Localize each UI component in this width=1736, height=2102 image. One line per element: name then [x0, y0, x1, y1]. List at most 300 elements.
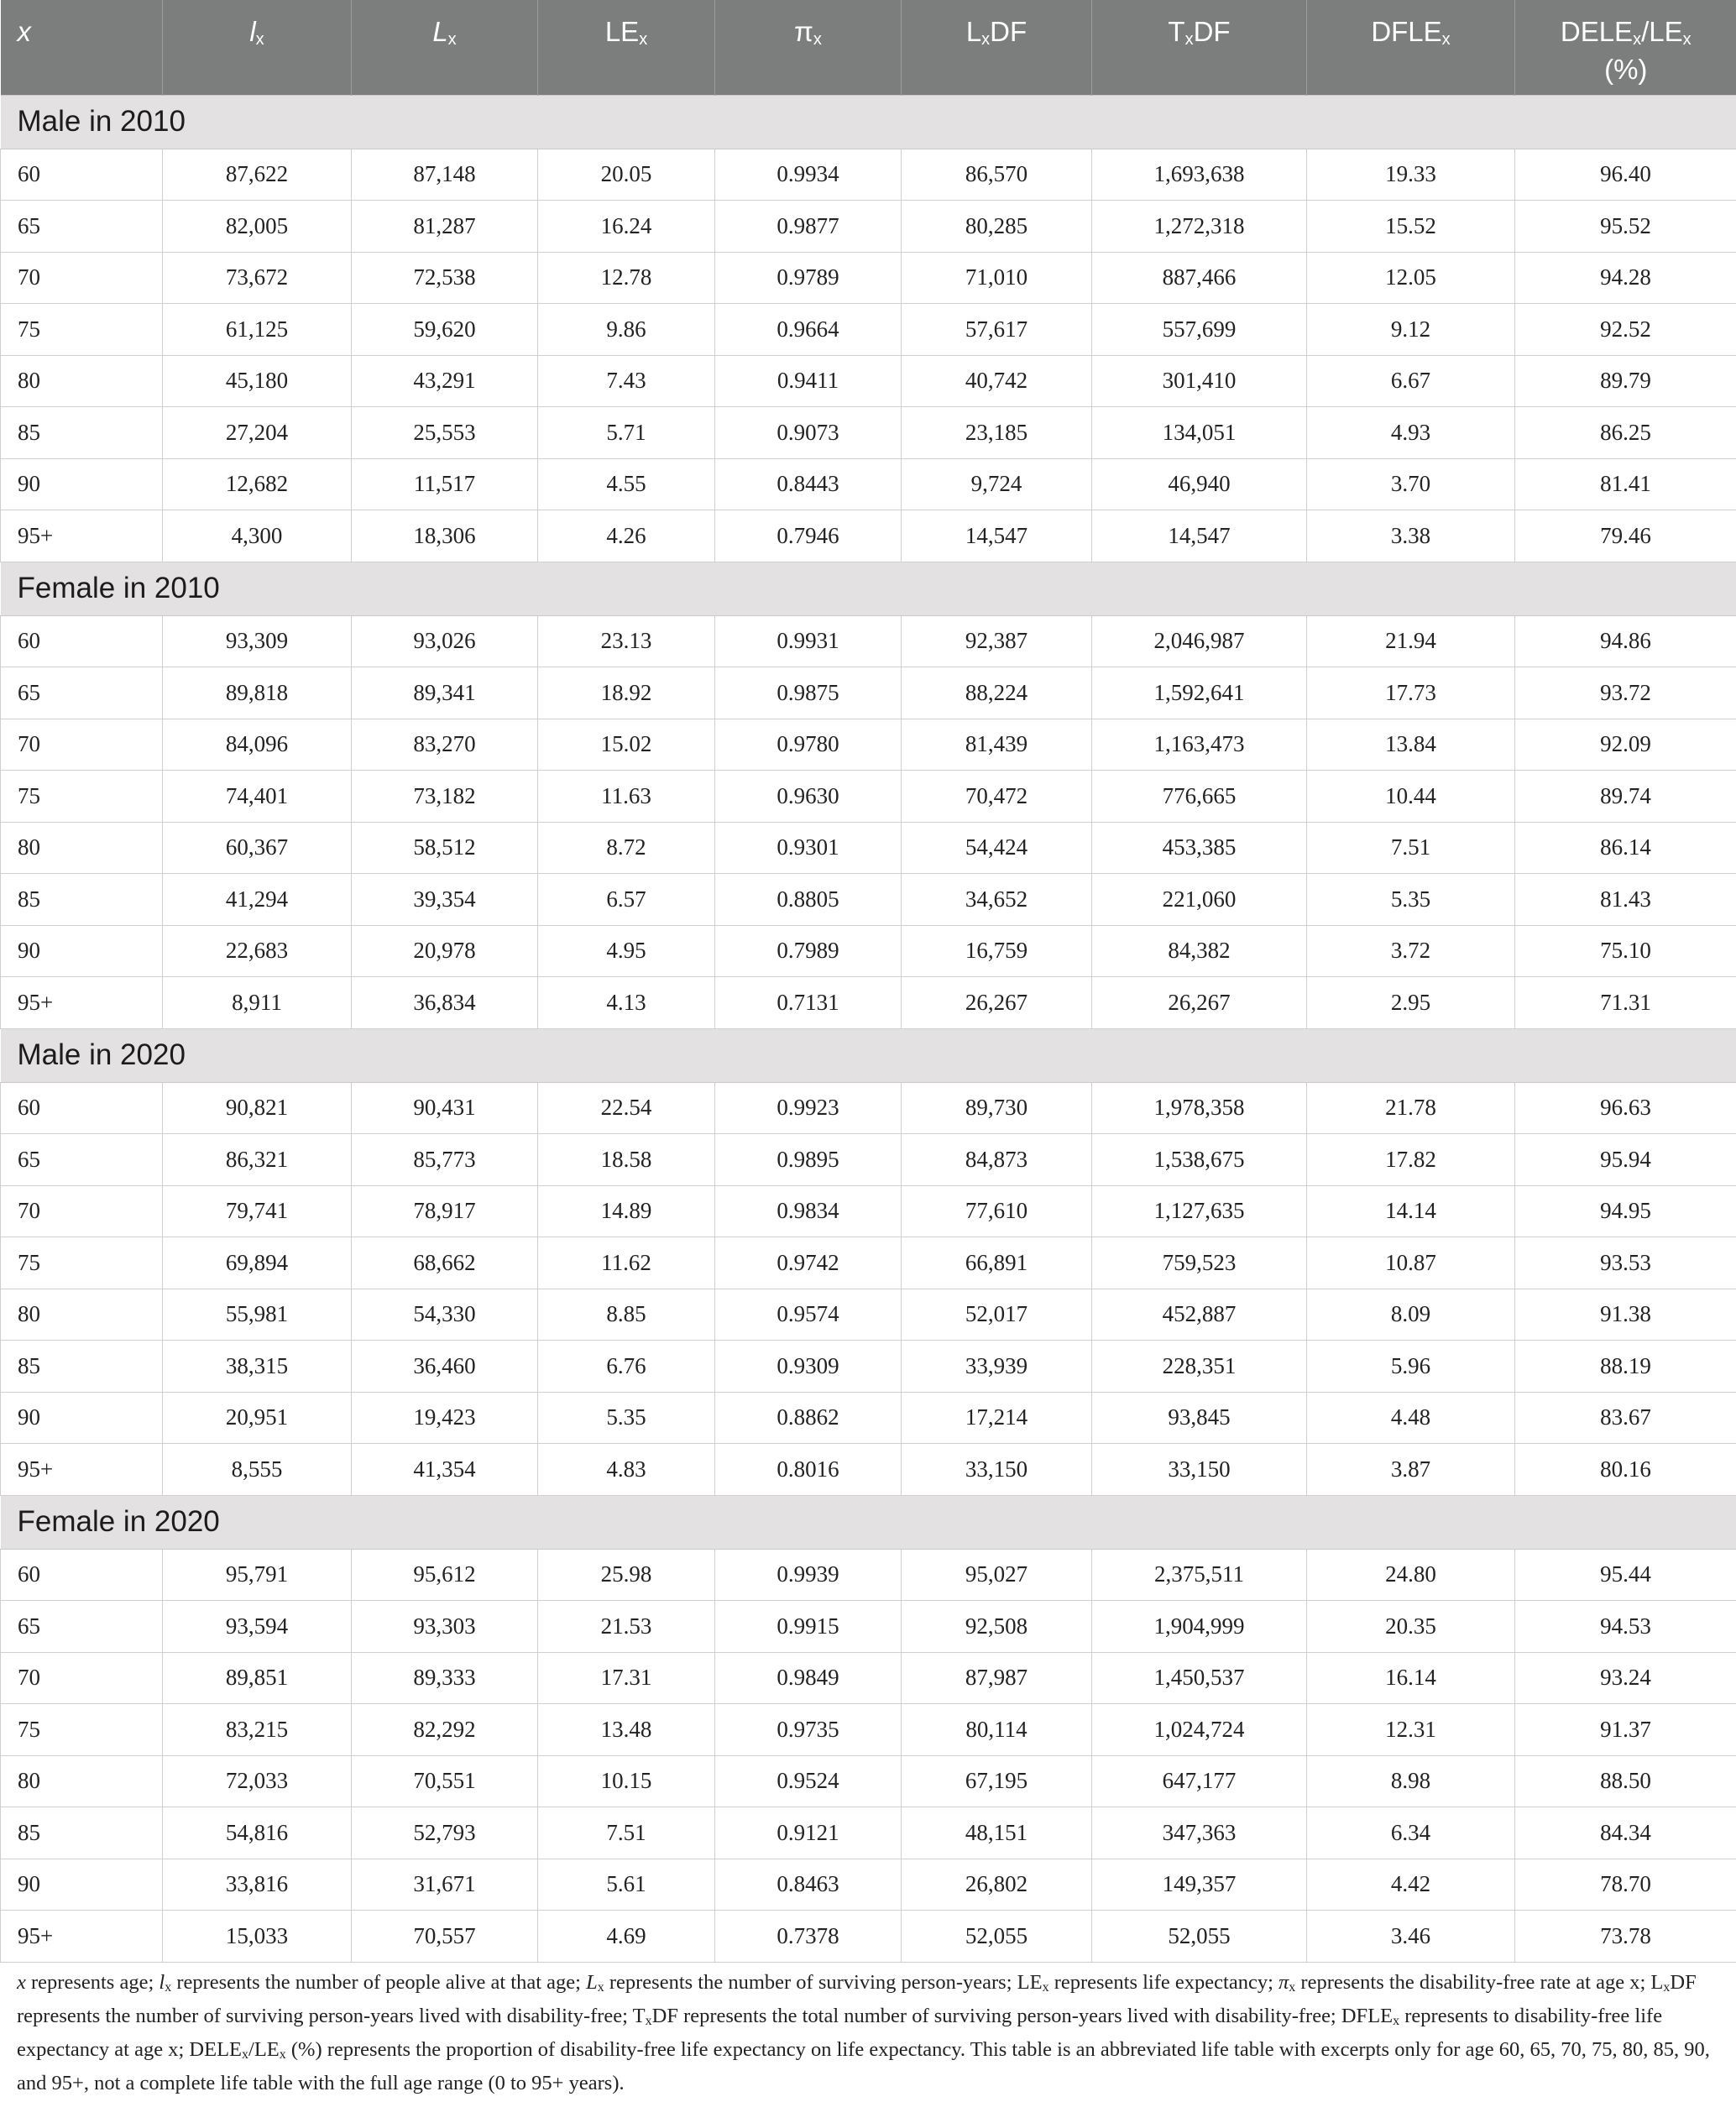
- footnote-subscript: x: [1393, 2014, 1400, 2028]
- section-header-row: [1, 562, 1736, 615]
- table-row: [1, 1289, 1736, 1341]
- table-row: [1, 1755, 1736, 1807]
- table-cell: 93,026: [352, 615, 538, 667]
- column-header-base: π: [794, 16, 813, 47]
- table-cell: 57,617: [902, 304, 1092, 356]
- table-cell: 27,204: [163, 407, 352, 459]
- table-row: [1, 925, 1736, 977]
- table-cell: 86,321: [163, 1134, 352, 1186]
- table-cell: 87,148: [352, 149, 538, 201]
- table-cell: 59,620: [352, 304, 538, 356]
- table-cell: 48,151: [902, 1807, 1092, 1859]
- table-row: [1, 1807, 1736, 1859]
- table-cell: 26,267: [1092, 977, 1307, 1029]
- table-cell: 66,891: [902, 1237, 1092, 1289]
- table-cell: 93.24: [1515, 1652, 1736, 1704]
- table-cell: 1,450,537: [1092, 1652, 1307, 1704]
- footnote-subscript: x: [279, 2047, 286, 2062]
- table-cell: 21.53: [538, 1601, 715, 1653]
- table-cell: 4,300: [163, 510, 352, 562]
- footnote-text: DF represents the total number of surviving person-years lived with disability-free; DFLE: [651, 2005, 1394, 2027]
- table-cell: 80: [1, 355, 163, 407]
- table-cell: 6.76: [538, 1341, 715, 1393]
- table-row: [1, 1082, 1736, 1134]
- section-header-row: [1, 1028, 1736, 1082]
- table-cell: 94.86: [1515, 615, 1736, 667]
- column-header-subscript: x: [1441, 30, 1451, 49]
- table-cell: 347,363: [1092, 1807, 1307, 1859]
- table-cell: 887,466: [1092, 252, 1307, 304]
- column-header: [352, 0, 538, 95]
- table-cell: 26,802: [902, 1859, 1092, 1911]
- table-cell: 0.9923: [715, 1082, 902, 1134]
- column-header: [163, 0, 352, 95]
- table-cell: 6.34: [1307, 1807, 1515, 1859]
- table-cell: 93.72: [1515, 667, 1736, 719]
- table-cell: 94.95: [1515, 1185, 1736, 1237]
- table-cell: 92.52: [1515, 304, 1736, 356]
- table-cell: 20,951: [163, 1392, 352, 1444]
- table-cell: 0.9524: [715, 1755, 902, 1807]
- table-cell: 89,333: [352, 1652, 538, 1704]
- table-cell: 5.61: [538, 1859, 715, 1911]
- column-header-subscript: x: [813, 30, 822, 49]
- table-cell: 84,873: [902, 1134, 1092, 1186]
- table-cell: 36,460: [352, 1341, 538, 1393]
- table-cell: 93,303: [352, 1601, 538, 1653]
- column-header-base: x: [17, 16, 31, 47]
- table-cell: 2,375,511: [1092, 1549, 1307, 1601]
- table-footnote: [17, 1969, 1721, 2098]
- table-cell: 87,987: [902, 1652, 1092, 1704]
- table-cell: 8.09: [1307, 1289, 1515, 1341]
- table-cell: 0.9301: [715, 822, 902, 874]
- table-cell: 22.54: [538, 1082, 715, 1134]
- table-cell: 79.46: [1515, 510, 1736, 562]
- table-cell: 759,523: [1092, 1237, 1307, 1289]
- table-cell: 1,127,635: [1092, 1185, 1307, 1237]
- table-cell: 16.24: [538, 201, 715, 253]
- table-cell: 40,742: [902, 355, 1092, 407]
- table-cell: 69,894: [163, 1237, 352, 1289]
- table-cell: 87,622: [163, 149, 352, 201]
- table-cell: 0.7989: [715, 925, 902, 977]
- table-cell: 60,367: [163, 822, 352, 874]
- table-cell: 4.42: [1307, 1859, 1515, 1911]
- column-header: [715, 0, 902, 95]
- table-row: [1, 1704, 1736, 1756]
- table-cell: 80: [1, 1289, 163, 1341]
- table-cell: 647,177: [1092, 1755, 1307, 1807]
- table-cell: 24.80: [1307, 1549, 1515, 1601]
- table-row: [1, 1341, 1736, 1393]
- table-cell: 23,185: [902, 407, 1092, 459]
- table-cell: 89,851: [163, 1652, 352, 1704]
- table-cell: 80: [1, 1755, 163, 1807]
- table-cell: 4.48: [1307, 1392, 1515, 1444]
- table-cell: 11,517: [352, 458, 538, 510]
- table-cell: 75: [1, 304, 163, 356]
- table-cell: 0.9073: [715, 407, 902, 459]
- table-cell: 52,055: [902, 1911, 1092, 1963]
- table-cell: 17.31: [538, 1652, 715, 1704]
- table-cell: 70,551: [352, 1755, 538, 1807]
- table-row: [1, 458, 1736, 510]
- table-cell: 90: [1, 1859, 163, 1911]
- footnote-subscript: x: [1042, 1980, 1049, 1995]
- table-cell: 72,538: [352, 252, 538, 304]
- table-cell: 72,033: [163, 1755, 352, 1807]
- table-cell: 12,682: [163, 458, 352, 510]
- table-cell: 12.78: [538, 252, 715, 304]
- table-cell: 71.31: [1515, 977, 1736, 1029]
- table-cell: 89,818: [163, 667, 352, 719]
- table-row: [1, 1549, 1736, 1601]
- table-cell: 10.44: [1307, 771, 1515, 823]
- footnote-text: l: [159, 1971, 165, 1994]
- table-cell: 81.43: [1515, 874, 1736, 926]
- table-row: [1, 1652, 1736, 1704]
- footnote-text: represents the number of people alive at that age;: [171, 1971, 587, 1994]
- table-cell: 11.62: [538, 1237, 715, 1289]
- footnote-subscript: x: [645, 2014, 652, 2028]
- table-cell: 0.7946: [715, 510, 902, 562]
- table-cell: 0.9877: [715, 201, 902, 253]
- column-header: [538, 0, 715, 95]
- table-cell: 17,214: [902, 1392, 1092, 1444]
- column-header: [1092, 0, 1307, 95]
- table-cell: 89.79: [1515, 355, 1736, 407]
- table-cell: 84.34: [1515, 1807, 1736, 1859]
- table-cell: 41,294: [163, 874, 352, 926]
- table-cell: 26,267: [902, 977, 1092, 1029]
- table-cell: 4.55: [538, 458, 715, 510]
- table-cell: 96.63: [1515, 1082, 1736, 1134]
- table-cell: 7.51: [1307, 822, 1515, 874]
- table-row: [1, 252, 1736, 304]
- table-cell: 52,017: [902, 1289, 1092, 1341]
- table-cell: 0.9742: [715, 1237, 902, 1289]
- table-cell: 82,005: [163, 201, 352, 253]
- table-cell: 68,662: [352, 1237, 538, 1289]
- table-cell: 90,821: [163, 1082, 352, 1134]
- table-cell: 52,793: [352, 1807, 538, 1859]
- table-header: [1, 0, 1736, 95]
- table-body: [1, 95, 1736, 1962]
- table-cell: 0.9780: [715, 719, 902, 771]
- table-cell: 20,978: [352, 925, 538, 977]
- table-cell: 74,401: [163, 771, 352, 823]
- header-row: [1, 0, 1736, 95]
- table-cell: 95+: [1, 510, 163, 562]
- table-cell: 52,055: [1092, 1911, 1307, 1963]
- table-cell: 11.63: [538, 771, 715, 823]
- table-cell: 0.9574: [715, 1289, 902, 1341]
- table-cell: 95+: [1, 1444, 163, 1496]
- table-row: [1, 977, 1736, 1029]
- table-cell: 65: [1, 667, 163, 719]
- table-cell: 75: [1, 1704, 163, 1756]
- table-cell: 0.9735: [715, 1704, 902, 1756]
- column-header-base: DFLE: [1371, 16, 1442, 47]
- table-cell: 33,816: [163, 1859, 352, 1911]
- footnote-text: DF represents the number of surviving person-years lived with disability-free; T: [17, 1971, 1697, 2027]
- table-cell: 17.82: [1307, 1134, 1515, 1186]
- table-cell: 70: [1, 1652, 163, 1704]
- table-cell: 86,570: [902, 149, 1092, 201]
- table-cell: 3.70: [1307, 458, 1515, 510]
- footnote-text: L: [586, 1971, 598, 1994]
- footnote-subscript: x: [597, 1980, 604, 1995]
- column-header-suffix: DF: [990, 16, 1027, 47]
- table-cell: 85: [1, 1341, 163, 1393]
- section-header-row: [1, 95, 1736, 149]
- column-header-subscript: x: [981, 30, 991, 49]
- table-cell: 8.72: [538, 822, 715, 874]
- section-title: Female in 2020: [1, 1495, 1736, 1549]
- table-cell: 5.71: [538, 407, 715, 459]
- column-header-subscript: x: [255, 30, 264, 49]
- table-cell: 90,431: [352, 1082, 538, 1134]
- table-cell: 0.7378: [715, 1911, 902, 1963]
- table-cell: 14,547: [1092, 510, 1307, 562]
- section-title: Male in 2010: [1, 95, 1736, 149]
- column-header: [1307, 0, 1515, 95]
- column-header: [1, 0, 163, 95]
- table-cell: 7.51: [538, 1807, 715, 1859]
- table-cell: 91.38: [1515, 1289, 1736, 1341]
- column-header: [1515, 0, 1736, 95]
- table-cell: 1,693,638: [1092, 149, 1307, 201]
- table-row: [1, 719, 1736, 771]
- table-cell: 61,125: [163, 304, 352, 356]
- table-cell: 65: [1, 1134, 163, 1186]
- table-cell: 0.9939: [715, 1549, 902, 1601]
- table-cell: 15.02: [538, 719, 715, 771]
- table-cell: 13.48: [538, 1704, 715, 1756]
- table-cell: 0.7131: [715, 977, 902, 1029]
- column-header-base: DELE: [1560, 16, 1634, 47]
- table-cell: 1,538,675: [1092, 1134, 1307, 1186]
- column-header-base: LE: [604, 16, 640, 47]
- table-row: [1, 1859, 1736, 1911]
- table-cell: 88,224: [902, 667, 1092, 719]
- table-cell: 3.46: [1307, 1911, 1515, 1963]
- footnote-subscript: x: [1663, 1980, 1671, 1995]
- table-cell: 95.94: [1515, 1134, 1736, 1186]
- table-cell: 83.67: [1515, 1392, 1736, 1444]
- column-header-subscript: x: [1184, 30, 1194, 49]
- table-cell: 83,215: [163, 1704, 352, 1756]
- table-cell: 10.87: [1307, 1237, 1515, 1289]
- table-cell: 54,330: [352, 1289, 538, 1341]
- table-cell: 85,773: [352, 1134, 538, 1186]
- table-cell: 38,315: [163, 1341, 352, 1393]
- table-cell: 0.9934: [715, 149, 902, 201]
- table-cell: 96.40: [1515, 149, 1736, 201]
- table-cell: 20.35: [1307, 1601, 1515, 1653]
- table-cell: 0.9895: [715, 1134, 902, 1186]
- table-cell: 14.14: [1307, 1185, 1515, 1237]
- table-cell: 33,150: [1092, 1444, 1307, 1496]
- table-cell: 93,845: [1092, 1392, 1307, 1444]
- table-row: [1, 510, 1736, 562]
- section-header-row: [1, 1495, 1736, 1549]
- table-cell: 20.05: [538, 149, 715, 201]
- footnote-text: represents to disability-free life expectancy at age x; DELE: [17, 2005, 1663, 2061]
- table-cell: 91.37: [1515, 1704, 1736, 1756]
- table-cell: 54,424: [902, 822, 1092, 874]
- column-header-subscript: x: [1633, 30, 1642, 49]
- table-cell: 34,652: [902, 874, 1092, 926]
- table-cell: 9,724: [902, 458, 1092, 510]
- table-cell: 75.10: [1515, 925, 1736, 977]
- table-cell: 149,357: [1092, 1859, 1307, 1911]
- table-cell: 0.8443: [715, 458, 902, 510]
- column-header-base: L: [965, 16, 982, 47]
- table-cell: 86.14: [1515, 822, 1736, 874]
- table-cell: 8.85: [538, 1289, 715, 1341]
- table-cell: 85: [1, 1807, 163, 1859]
- table-cell: 9.12: [1307, 304, 1515, 356]
- table-cell: 22,683: [163, 925, 352, 977]
- table-row: [1, 407, 1736, 459]
- table-cell: 70: [1, 1185, 163, 1237]
- table-cell: 6.67: [1307, 355, 1515, 407]
- table-cell: 18.92: [538, 667, 715, 719]
- table-cell: 85: [1, 407, 163, 459]
- table-cell: 89,341: [352, 667, 538, 719]
- table-cell: 90: [1, 458, 163, 510]
- column-header-base: l: [249, 16, 256, 47]
- table-cell: 93,309: [163, 615, 352, 667]
- table-cell: 70,472: [902, 771, 1092, 823]
- table-cell: 18.58: [538, 1134, 715, 1186]
- table-cell: 79,741: [163, 1185, 352, 1237]
- table-cell: 65: [1, 201, 163, 253]
- table-cell: 45,180: [163, 355, 352, 407]
- table-cell: 776,665: [1092, 771, 1307, 823]
- table-cell: 134,051: [1092, 407, 1307, 459]
- footnote-text: represents age;: [25, 1971, 159, 1994]
- column-header-subscript: x: [1682, 30, 1692, 49]
- column-header-subscript: x: [639, 30, 648, 49]
- table-cell: 89.74: [1515, 771, 1736, 823]
- table-cell: 1,592,641: [1092, 667, 1307, 719]
- table-cell: 8.98: [1307, 1755, 1515, 1807]
- table-cell: 33,150: [902, 1444, 1092, 1496]
- table-cell: 7.43: [538, 355, 715, 407]
- table-cell: 0.8016: [715, 1444, 902, 1496]
- table-cell: 5.35: [538, 1392, 715, 1444]
- table-row: [1, 822, 1736, 874]
- table-cell: 80: [1, 822, 163, 874]
- table-cell: 95,791: [163, 1549, 352, 1601]
- table-cell: 93,594: [163, 1601, 352, 1653]
- table-row: [1, 355, 1736, 407]
- table-cell: 14.89: [538, 1185, 715, 1237]
- table-cell: 60: [1, 615, 163, 667]
- table-cell: 0.9931: [715, 615, 902, 667]
- table-cell: 0.9121: [715, 1807, 902, 1859]
- table-cell: 70,557: [352, 1911, 538, 1963]
- table-cell: 8,555: [163, 1444, 352, 1496]
- column-header: [902, 0, 1092, 95]
- table-cell: 9.86: [538, 304, 715, 356]
- table-cell: 55,981: [163, 1289, 352, 1341]
- table-cell: 4.95: [538, 925, 715, 977]
- table-cell: 95,612: [352, 1549, 538, 1601]
- table-cell: 16.14: [1307, 1652, 1515, 1704]
- table-cell: 85: [1, 874, 163, 926]
- table-cell: 73.78: [1515, 1911, 1736, 1963]
- table-cell: 54,816: [163, 1807, 352, 1859]
- table-cell: 31,671: [352, 1859, 538, 1911]
- table-cell: 84,382: [1092, 925, 1307, 977]
- footnote-text: x: [17, 1971, 26, 1994]
- section-title: Female in 2010: [1, 562, 1736, 615]
- table-cell: 8,911: [163, 977, 352, 1029]
- table-cell: 221,060: [1092, 874, 1307, 926]
- table-cell: 228,351: [1092, 1341, 1307, 1393]
- table-cell: 0.9915: [715, 1601, 902, 1653]
- table-cell: 90: [1, 1392, 163, 1444]
- table-cell: 6.57: [538, 874, 715, 926]
- column-header-subscript: x: [447, 30, 457, 49]
- table-cell: 2.95: [1307, 977, 1515, 1029]
- table-cell: 41,354: [352, 1444, 538, 1496]
- table-cell: 452,887: [1092, 1289, 1307, 1341]
- table-cell: 84,096: [163, 719, 352, 771]
- table-cell: 301,410: [1092, 355, 1307, 407]
- column-header-base: T: [1168, 16, 1185, 47]
- table-cell: 83,270: [352, 719, 538, 771]
- footnote-text: represents the disability-free rate at age x; L: [1295, 1971, 1664, 1994]
- table-cell: 65: [1, 1601, 163, 1653]
- table-cell: 89,730: [902, 1082, 1092, 1134]
- table-cell: 13.84: [1307, 719, 1515, 771]
- table-cell: 43,291: [352, 355, 538, 407]
- footnote-text: (%) represents the proportion of disability-free life expectancy on life expectancy. This table is an abbreviated life table with excerpts only for age 60, 65, 70, 75, 80, 85, 90, and 95+, not a complete life table with the full age range (0 to 95+ years).: [17, 2038, 1710, 2094]
- table-cell: 73,672: [163, 252, 352, 304]
- table-cell: 16,759: [902, 925, 1092, 977]
- table-cell: 10.15: [538, 1755, 715, 1807]
- table-cell: 58,512: [352, 822, 538, 874]
- table-cell: 60: [1, 1082, 163, 1134]
- table-cell: 19,423: [352, 1392, 538, 1444]
- table-cell: 93.53: [1515, 1237, 1736, 1289]
- table-cell: 0.9630: [715, 771, 902, 823]
- table-cell: 33,939: [902, 1341, 1092, 1393]
- table-cell: 23.13: [538, 615, 715, 667]
- table-cell: 95.44: [1515, 1549, 1736, 1601]
- footnote-text: /LE: [248, 2038, 280, 2061]
- table-cell: 95.52: [1515, 201, 1736, 253]
- table-cell: 95+: [1, 1911, 163, 1963]
- table-cell: 80,285: [902, 201, 1092, 253]
- table-cell: 4.13: [538, 977, 715, 1029]
- table-cell: 1,024,724: [1092, 1704, 1307, 1756]
- table-cell: 18,306: [352, 510, 538, 562]
- table-cell: 25,553: [352, 407, 538, 459]
- table-cell: 0.9309: [715, 1341, 902, 1393]
- table-cell: 81.41: [1515, 458, 1736, 510]
- table-cell: 70: [1, 719, 163, 771]
- table-row: [1, 1601, 1736, 1653]
- table-cell: 557,699: [1092, 304, 1307, 356]
- table-row: [1, 667, 1736, 719]
- table-row: [1, 201, 1736, 253]
